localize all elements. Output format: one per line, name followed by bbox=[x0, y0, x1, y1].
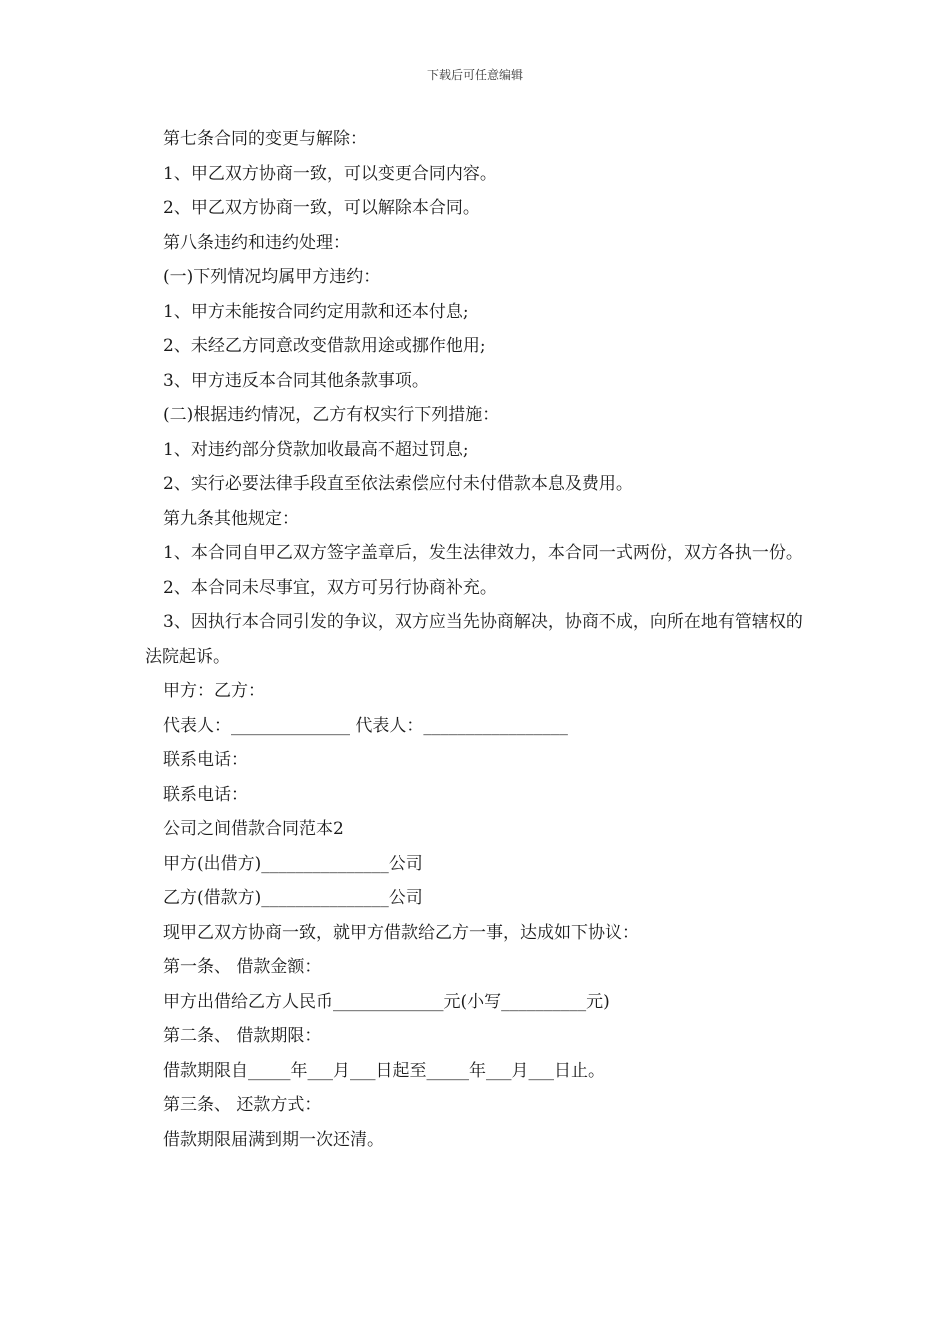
paragraph: 现甲乙双方协商一致，就甲方借款给乙方一事，达成如下协议： bbox=[163, 922, 639, 943]
paragraph: 借款期限届满到期一次还清。 bbox=[163, 1129, 384, 1150]
paragraph: 1、甲方未能按合同约定用款和还本付息; bbox=[163, 301, 469, 322]
paragraph: 1、对违约部分贷款加收最高不超过罚息; bbox=[163, 439, 469, 460]
signature-parties: 甲方：乙方： bbox=[163, 681, 265, 701]
paragraph: 3、因执行本合同引发的争议，双方应当先协商解决，协商不成，向所在地有管辖权的法院起诉。 bbox=[145, 612, 803, 667]
article-7-heading: 第七条合同的变更与解除： bbox=[163, 129, 367, 149]
section-title: 公司之间借款合同范本2 bbox=[163, 819, 344, 839]
borrower-line: 乙方(借款方)_______________公司 bbox=[163, 888, 423, 908]
paragraph: 2、甲乙双方协商一致，可以解除本合同。 bbox=[163, 198, 480, 218]
page-header: 下载后可任意编辑 bbox=[426, 68, 523, 82]
paragraph: 2、本合同未尽事宜，双方可另行协商补充。 bbox=[163, 577, 497, 598]
document-body bbox=[145, 122, 810, 1157]
paragraph: (一)下列情况均属甲方违约： bbox=[163, 267, 381, 287]
article-1-heading: 第一条、 借款金额： bbox=[163, 957, 322, 977]
paragraph: 2、未经乙方同意改变借款用途或挪作他用; bbox=[163, 336, 486, 356]
article-2-heading: 第二条、 借款期限： bbox=[163, 1026, 322, 1046]
loan-amount-line: 甲方出借给乙方人民币_____________元(小写__________元) bbox=[163, 991, 610, 1012]
article-3-heading: 第三条、 还款方式： bbox=[163, 1095, 322, 1115]
paragraph: 3、甲方违反本合同其他条款事项。 bbox=[163, 370, 429, 391]
paragraph: 1、甲乙双方协商一致，可以变更合同内容。 bbox=[163, 163, 497, 184]
paragraph: 1、本合同自甲乙双方签字盖章后，发生法律效力，本合同一式两份，双方各执一份。 bbox=[163, 543, 803, 563]
loan-term-line: 借款期限自_____年___月___日起至_____年___月___日止。 bbox=[163, 1060, 605, 1081]
article-9-heading: 第九条其他规定： bbox=[163, 508, 299, 529]
lender-line: 甲方(出借方)_______________公司 bbox=[163, 853, 423, 874]
article-8-heading: 第八条违约和违约处理： bbox=[163, 232, 350, 253]
signature-representatives: 代表人：______________ 代表人：_________________ bbox=[163, 715, 568, 736]
paragraph: 2、实行必要法律手段直至依法索偿应付未付借款本息及费用。 bbox=[163, 474, 633, 494]
paragraph: (二)根据违约情况，乙方有权实行下列措施： bbox=[163, 405, 500, 425]
contact-phone: 联系电话： bbox=[163, 750, 248, 770]
contact-phone: 联系电话： bbox=[163, 784, 248, 805]
